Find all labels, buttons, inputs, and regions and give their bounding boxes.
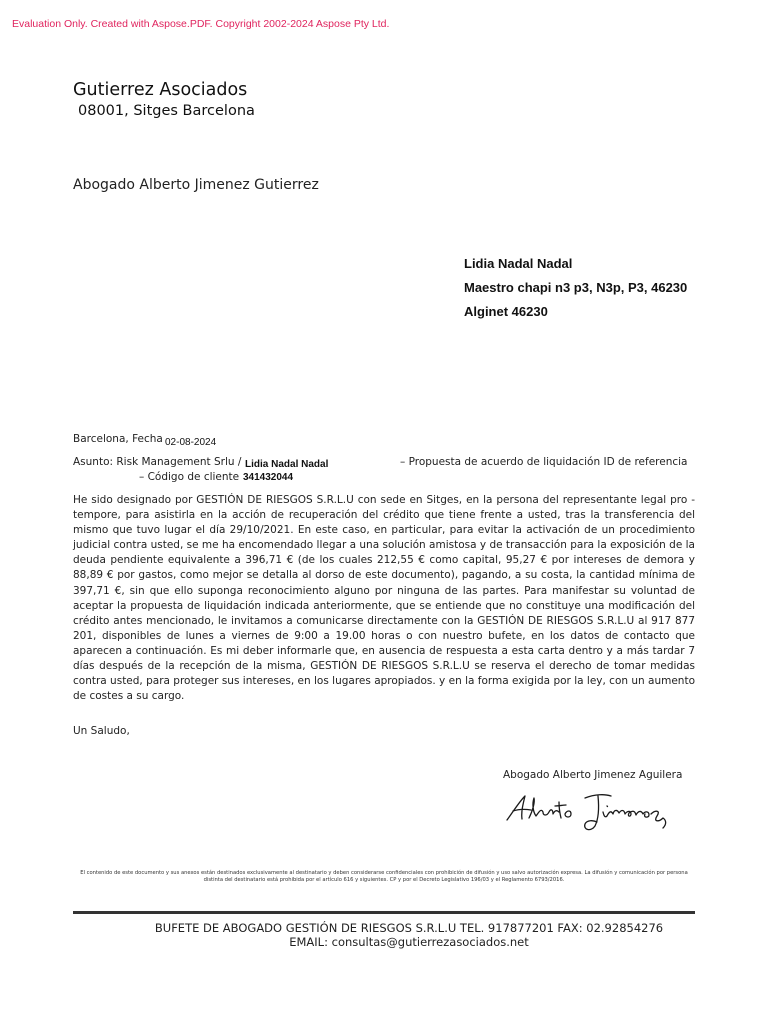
- recipient-name: Lidia Nadal Nadal: [464, 256, 573, 271]
- client-code-value: 341432044: [243, 472, 294, 483]
- date-value: 02-08-2024: [165, 437, 217, 448]
- confidentiality-disclaimer: El contenido de este documento y sus anexos están destinados exclusivamente al destinatario y deben considerarse confidenciales con prohibición de difusión y uso salvo autorización expresa. La difusión y comunicación por persona distinta del destinatario está prohibida por el artículo 616 y siguientes. CP y por el Decreto Legislativo 196/03 y el Reglamento 6793/2016.: [80, 870, 688, 883]
- lawyer-name: Abogado Alberto Jimenez Gutierrez: [73, 177, 319, 193]
- watermark-text: Evaluation Only. Created with Aspose.PDF. Copyright 2002-2024 Aspose Pty Ltd.: [12, 18, 390, 30]
- subject-name: Lidia Nadal Nadal: [245, 459, 329, 470]
- recipient-city: Alginet 46230: [464, 304, 548, 319]
- firm-name: Gutierrez Asociados: [73, 80, 248, 100]
- recipient-street: Maestro chapi n3 p3, N3p, P3, 46230: [464, 280, 688, 295]
- client-code-label: – Código de cliente: [139, 471, 240, 483]
- date-label: Barcelona, Fecha: [73, 433, 163, 445]
- footer-line-email: EMAIL: consultas@gutierrezasociados.net: [289, 935, 529, 949]
- closing-text: Un Saludo,: [73, 725, 130, 737]
- subject-label: Asunto: Risk Management Srlu /: [73, 456, 242, 468]
- footer-divider: [73, 911, 695, 914]
- footer-contact: [73, 921, 745, 949]
- handwritten-signature: [503, 790, 673, 838]
- footer-line-phone: BUFETE DE ABOGADO GESTIÓN DE RIESGOS S.R.L.U TEL. 917877201 FAX: 02.92854276: [154, 921, 664, 935]
- firm-address: 08001, Sitges Barcelona: [78, 103, 255, 119]
- subject-description: – Propuesta de acuerdo de liquidación ID de referencia: [400, 456, 688, 468]
- signer-name: Abogado Alberto Jimenez Aguilera: [503, 769, 683, 781]
- letter-body: He sido designado por GESTIÓN DE RIESGOS S.R.L.U con sede en Sitges, en la persona del representante legal pro - tempore, para asistirla en la acción de recuperación del crédito que tiene frente a usted, tras la transferencia del mismo que tuvo lugar el día 29/10/2021. En este caso, en particular, para evitar la activación de un procedimiento judicial contra usted, se me ha encomendado llegar a una solución amistosa y de transacción para la exposición de la deuda pendiente equivalente a 396,71 € (de los cuales 212,55 € como capital, 95,27 € por intereses de demora y 88,89 € por gastos, como mejor se detalla al dorso de este documento), pagando, a su costa, la cantidad mínima de 397,71 €, sin que ello suponga reconocimiento alguno por ninguna de las partes. Para manifestar su voluntad de aceptar la propuesta de liquidación indicada anteriormente, que se entiende que no constituye una modificación del crédito antes mencionado, le invitamos a comunicarse directamente con la GESTIÓN DE RIESGOS S.R.L.U al 917 877 201, disponibles de lunes a viernes de 9:00 a 19.00 horas o con nuestro bufete, en los datos de contacto que aparecen a continuación. Es mi deber informarle que, en ausencia de respuesta a esta carta dentro y a más tardar 7 días después de la recepción de la misma, GESTIÓN DE RIESGOS S.R.L.U se reserva el derecho de tomar medidas contra usted, para proteger sus intereses, en los lugares apropiados. y en la forma exigida por la ley, con un aumento de costes a su cargo.: [73, 494, 695, 703]
